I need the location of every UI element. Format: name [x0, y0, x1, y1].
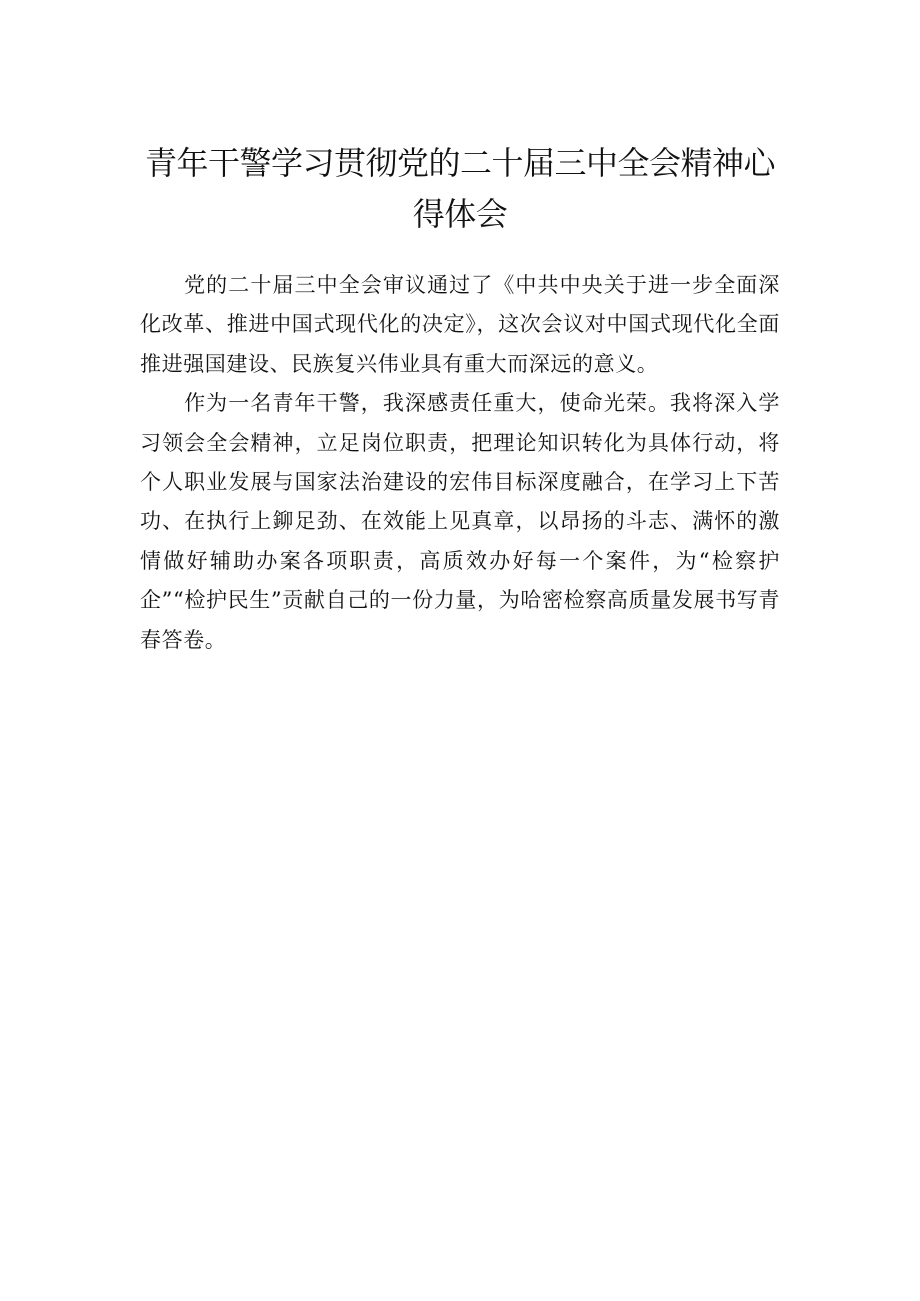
- document-body: [140, 266, 780, 660]
- paragraph-1: 党的二十届三中全会审议通过了《中共中央关于进一步全面深化改革、推进中国式现代化的决定》，这次会议对中国式现代化全面推进强国建设、民族复兴伟业具有重大而深远的意义。: [140, 273, 780, 376]
- document-title: 青年干警学习贯彻党的二十届三中全会精神心得体会: [144, 144, 775, 233]
- paragraph-2: 作为一名青年干警，我深感责任重大，使命光荣。我将深入学习领会全会精神，立足岗位职责，把理论知识转化为具体行动，将个人职业发展与国家法治建设的宏伟目标深度融合，在学习上下苦功、在执行上鉚足劲、在效能上见真章，以昂扬的斗志、满怀的激情做好辅助办案各项职责，高质效办好每一个案件，为“检察护企”“检护民生”贡献自己的一份力量，为哈密检察高质量发展书写青春答卷。: [140, 391, 780, 652]
